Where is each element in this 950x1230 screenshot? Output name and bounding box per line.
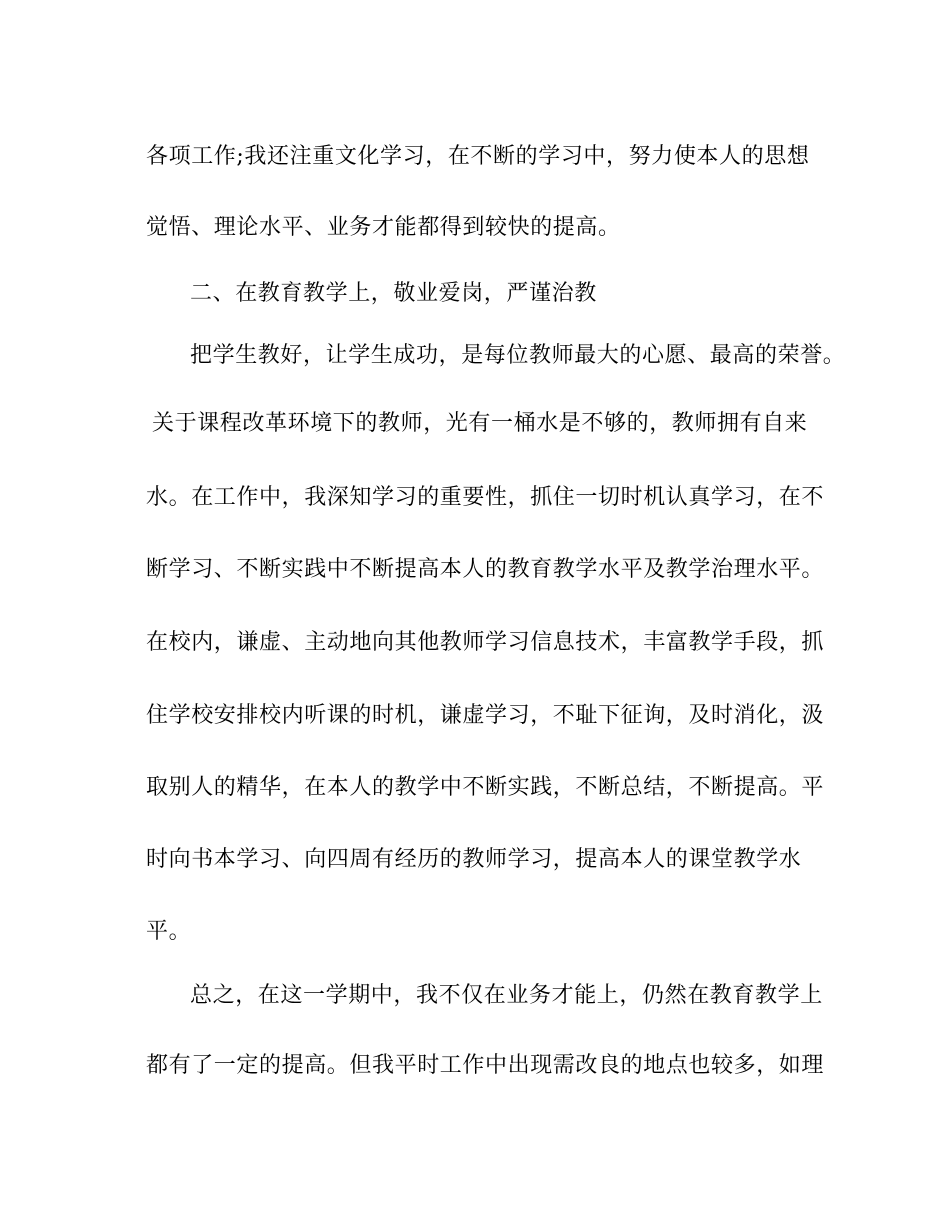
text-line: 取别人的精华，在本人的教学中不断实践，不断总结，不断提高。平 (146, 775, 825, 800)
text-line: 平。 (146, 919, 192, 944)
text-line: 总之，在这一学期中，我不仅在业务才能上，仍然在教育教学上 (190, 983, 823, 1008)
text-line: 在校内，谦虚、主动地向其他教师学习信息技术，丰富教学手段，抓 (146, 630, 825, 655)
text-line: 觉悟、理论水平、业务才能都得到较快的提高。 (146, 215, 621, 240)
section-heading: 二、在教育教学上，敬业爱岗，严谨治教 (190, 281, 597, 306)
text-line: 住学校安排校内听课的时机，谦虚学习，不耻下征询，及时消化，汲 (146, 703, 825, 728)
text-line: 断学习、不断实践中不断提高本人的教育教学水平及教学治理水平。 (146, 557, 825, 582)
text-line: 都有了一定的提高。但我平时工作中出现需改良的地点也较多，如理 (146, 1053, 825, 1078)
text-line: 把学生教好，让学生成功，是每位教师最大的心愿、最高的荣誉。 (190, 343, 846, 368)
text-line: 水。在工作中，我深知学习的重要性，抓住一切时机认真学习，在不 (146, 485, 825, 510)
text-line: 时向书本学习、向四周有经历的教师学习，提高本人的课堂教学水 (146, 847, 802, 872)
text-line: 关于课程改革环境下的教师，光有一桶水是不够的，教师拥有自来 (152, 411, 808, 436)
text-line: 各项工作;我还注重文化学习，在不断的学习中，努力使本人的思想 (146, 144, 810, 169)
